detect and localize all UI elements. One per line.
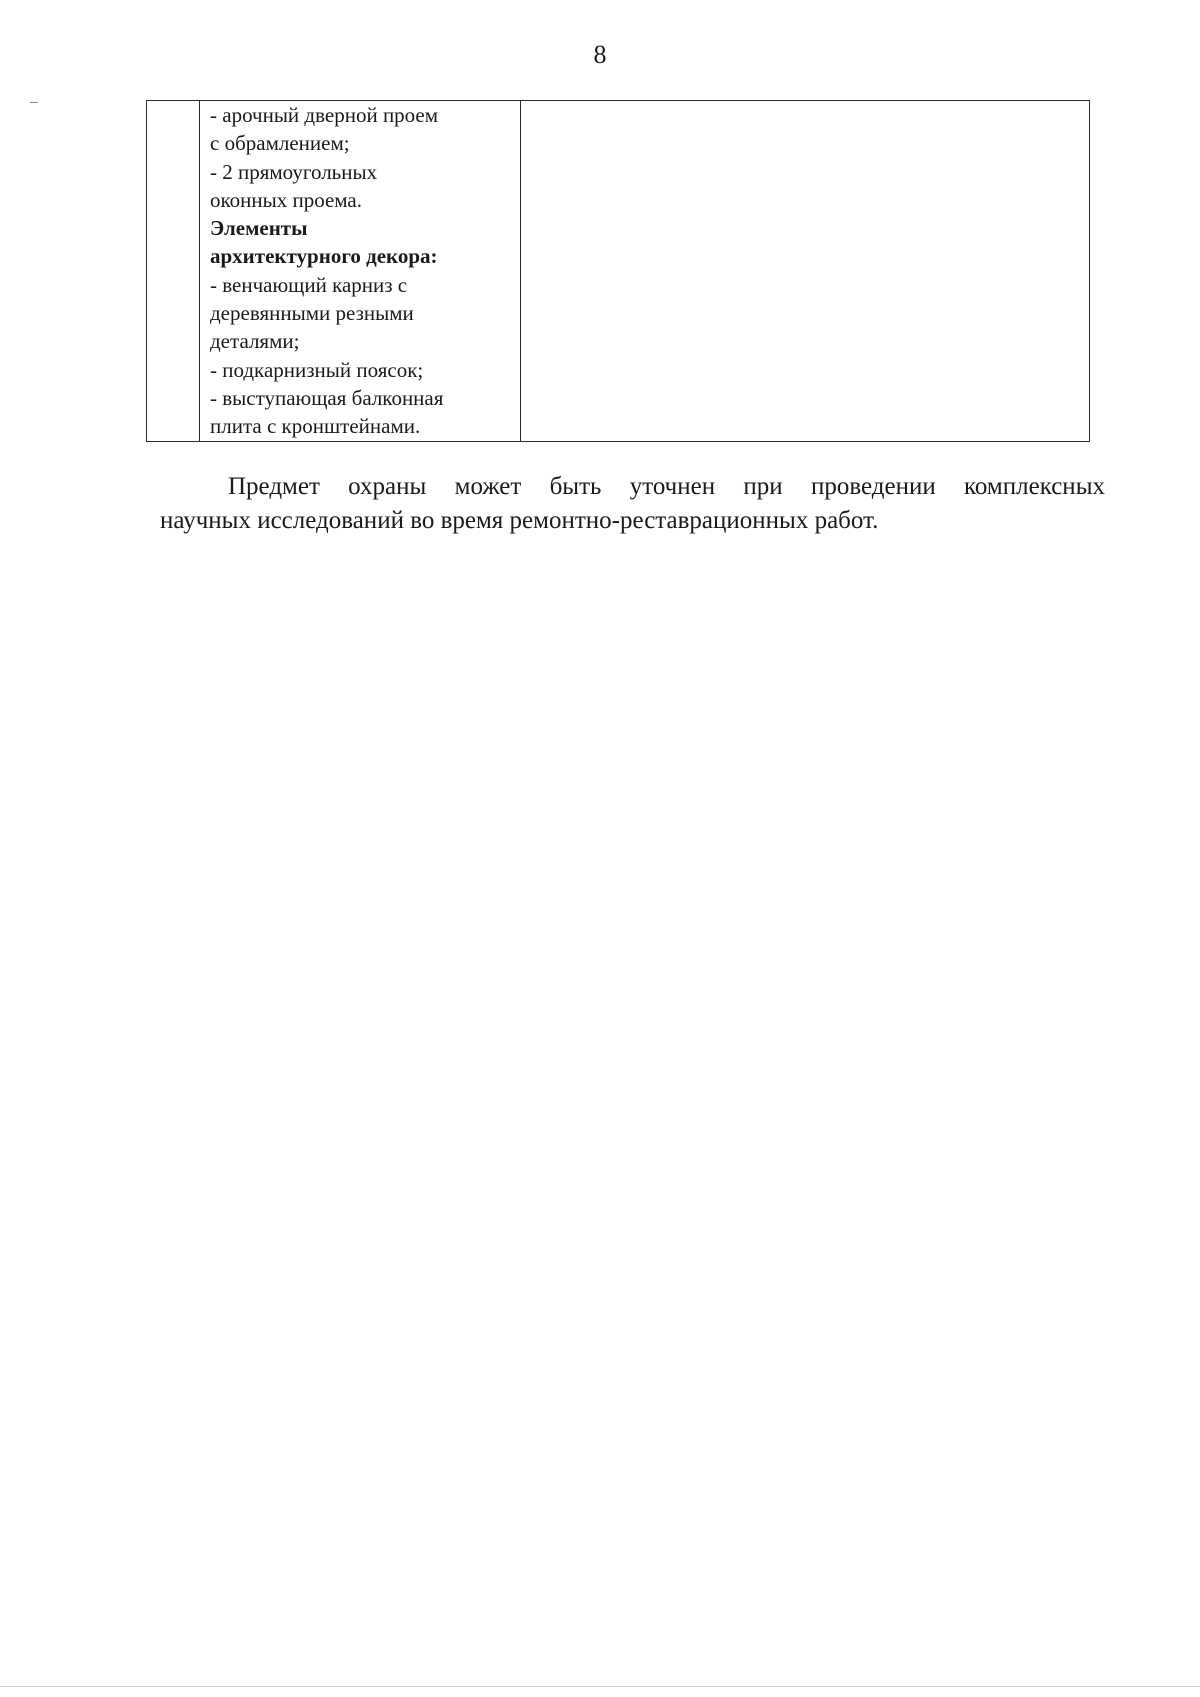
description-line: деревянными резными [210, 301, 414, 326]
paragraph-line-2: научных исследований во время ремонтно-реставрационных работ. [160, 507, 879, 534]
section-heading: архитектурного декора: [210, 244, 438, 269]
description-line: - выступающая балконная [210, 385, 444, 410]
scan-footer-line [0, 1686, 1200, 1687]
description-line: деталями; [210, 329, 300, 354]
description-line: - 2 прямоугольных [210, 159, 378, 184]
page-number: 8 [593, 40, 607, 69]
scan-margin-mark [30, 102, 38, 103]
closing-paragraph [160, 470, 1105, 538]
section-heading: Элементы [210, 216, 308, 241]
description-line: оконных проема. [210, 187, 363, 212]
description-line: - арочный дверной проем [210, 103, 439, 127]
heritage-table [146, 100, 1090, 442]
description-line: с обрамлением; [210, 131, 350, 156]
paragraph-line-1: Предмет охраны может быть уточнен при проведении комплексных [228, 473, 1105, 500]
description-cell [200, 101, 521, 442]
row-number-cell [147, 101, 200, 442]
table-row [147, 101, 1090, 442]
empty-cell [521, 101, 1090, 442]
description-line: - подкарнизный поясок; [210, 357, 424, 382]
description-line: - венчающий карниз с [210, 272, 408, 297]
description-line: плита с кронштейнами. [210, 414, 421, 439]
